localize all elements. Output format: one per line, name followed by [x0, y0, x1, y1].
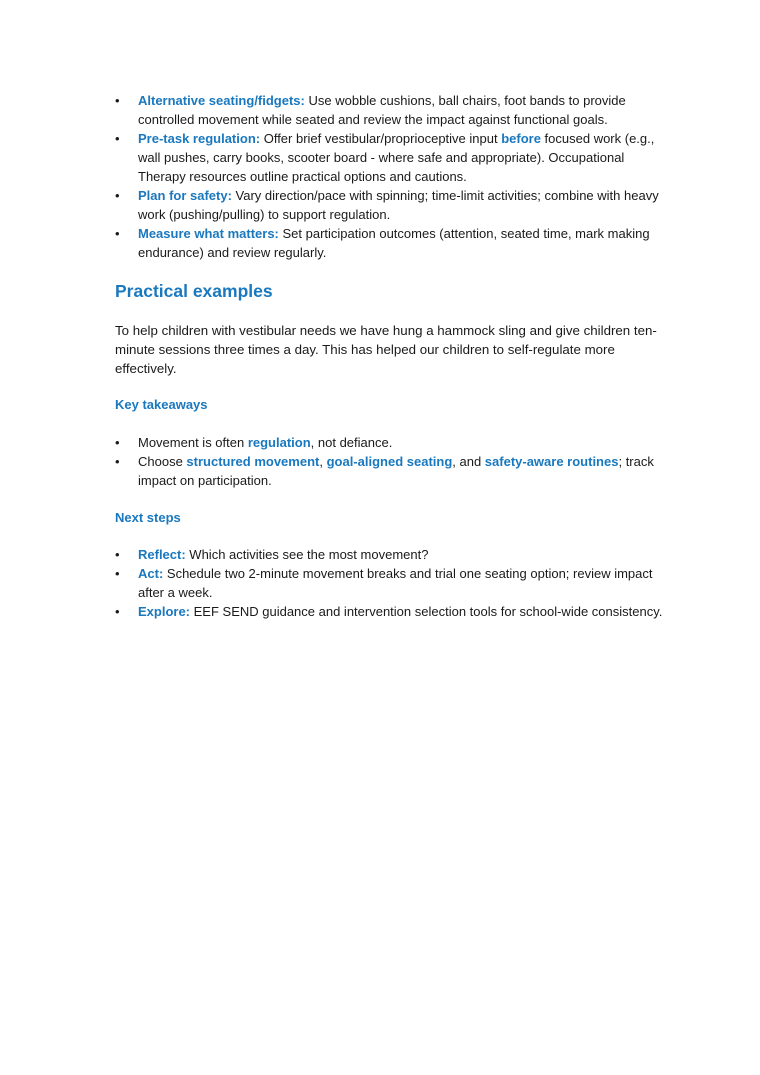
item-lead: Plan for safety:	[138, 188, 232, 203]
item-text: ,	[319, 454, 327, 469]
item-text: Offer brief vestibular/proprioceptive input	[260, 131, 502, 146]
next-steps-heading: Next steps	[115, 510, 181, 525]
bullet-icon: •	[115, 188, 120, 203]
item-text: , not defiance.	[310, 435, 393, 450]
item-emphasis: structured movement	[186, 454, 320, 469]
strategy-list	[115, 91, 675, 262]
item-lead: Measure what matters:	[138, 226, 279, 241]
bullet-icon: •	[115, 226, 120, 241]
practical-heading: Practical examples	[115, 281, 273, 301]
bullet-icon: •	[115, 131, 120, 146]
bullet-icon: •	[115, 93, 120, 108]
item-lead: Explore:	[138, 604, 191, 619]
list-item	[115, 91, 675, 129]
item-text: EEF SEND guidance and intervention selection tools for school-wide consistency.	[190, 604, 663, 619]
item-emphasis: before	[501, 131, 541, 146]
item-text: ; track impact on participation.	[138, 454, 654, 488]
item-text: Schedule two 2-minute movement breaks and trial one seating option; review impact after a week.	[138, 566, 653, 600]
list-item	[115, 564, 675, 602]
bullet-icon: •	[115, 454, 120, 469]
item-text: Movement is often	[138, 435, 248, 450]
bullet-icon: •	[115, 435, 120, 450]
item-text: Choose	[138, 454, 187, 469]
item-text: Vary direction/pace with spinning; time-limit activities; combine with heavy work (pushing/pulling) to support regulation.	[138, 188, 659, 222]
next-steps-list	[115, 545, 675, 621]
bullet-icon: •	[115, 547, 120, 562]
practical-text: To help children with vestibular needs we have hung a hammock sling and give children ten-minute sessions three times a day. This has helped our children to self-regulate more effectively.	[115, 323, 657, 376]
item-lead: Act:	[138, 566, 164, 581]
item-emphasis: safety-aware routines	[484, 454, 619, 469]
list-item	[115, 224, 675, 262]
item-lead: Pre-task regulation:	[138, 131, 261, 146]
list-item	[115, 452, 675, 490]
item-text: Use wobble cushions, ball chairs, foot bands to provide controlled movement while seated and review the impact against functional goals.	[138, 93, 626, 127]
takeaways-heading: Key takeaways	[115, 397, 208, 412]
list-item	[115, 433, 675, 452]
bullet-icon: •	[115, 566, 120, 581]
list-item	[115, 129, 675, 186]
takeaways-list	[115, 433, 675, 490]
item-text: Set participation outcomes (attention, seated time, mark making endurance) and review regularly.	[138, 226, 650, 260]
item-lead: Alternative seating/fidgets:	[138, 93, 305, 108]
item-text: , and	[452, 454, 485, 469]
list-item	[115, 186, 675, 224]
bullet-icon: •	[115, 604, 120, 619]
list-item	[115, 545, 675, 564]
item-emphasis: regulation	[247, 435, 311, 450]
item-emphasis: goal-aligned seating	[326, 454, 453, 469]
item-text: focused work (e.g., wall pushes, carry books, scooter board - where safe and appropriate). Occupational Therapy resources outline practical options and cautions.	[138, 131, 655, 184]
item-lead: Reflect:	[138, 547, 186, 562]
item-text: Which activities see the most movement?	[185, 547, 429, 562]
list-item	[115, 602, 675, 621]
